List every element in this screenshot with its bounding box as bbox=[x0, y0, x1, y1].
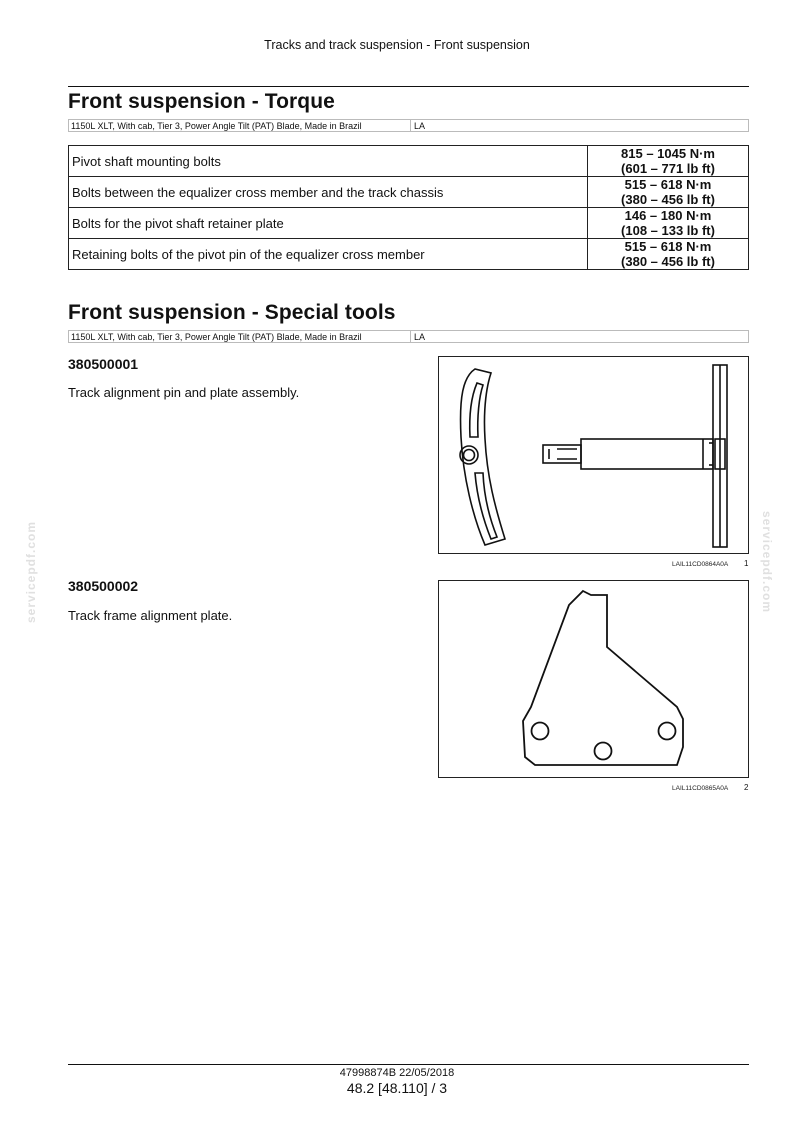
tools-section-title: Front suspension - Special tools bbox=[68, 301, 396, 324]
tool-part-number: 380500002 bbox=[68, 578, 139, 594]
torque-value bbox=[588, 208, 749, 239]
torque-lbft: (380 – 456 lb ft) bbox=[621, 192, 715, 207]
table-row bbox=[69, 146, 749, 177]
watermark-right: servicepdf.com bbox=[760, 510, 775, 614]
torque-value bbox=[588, 146, 749, 177]
torque-value bbox=[588, 177, 749, 208]
figure-number: 2 bbox=[744, 783, 749, 792]
figure-number: 1 bbox=[744, 559, 749, 568]
watermark-left: servicepdf.com bbox=[24, 520, 39, 624]
torque-nm: 146 – 180 N·m bbox=[624, 208, 712, 223]
config-region: LA bbox=[410, 120, 425, 131]
torque-table bbox=[68, 145, 749, 270]
figure-frame-alignment-plate bbox=[438, 580, 749, 778]
alignment-pin-plate-drawing bbox=[439, 357, 748, 553]
torque-lbft: (380 – 456 lb ft) bbox=[621, 254, 715, 269]
torque-item: Pivot shaft mounting bolts bbox=[69, 146, 588, 177]
config-region: LA bbox=[410, 331, 425, 342]
tools-config-bar bbox=[68, 330, 749, 343]
figure-alignment-pin-plate bbox=[438, 356, 749, 554]
table-row bbox=[69, 239, 749, 270]
torque-item: Bolts between the equalizer cross member and the track chassis bbox=[69, 177, 588, 208]
frame-alignment-plate-drawing bbox=[439, 581, 748, 777]
torque-value bbox=[588, 239, 749, 270]
torque-nm: 815 – 1045 N·m bbox=[621, 146, 715, 161]
torque-nm: 515 – 618 N·m bbox=[624, 239, 712, 254]
figure-code: LAIL11CD0864A0A bbox=[672, 561, 729, 568]
table-row bbox=[69, 208, 749, 239]
torque-item: Bolts for the pivot shaft retainer plate bbox=[69, 208, 588, 239]
torque-config-bar bbox=[68, 119, 749, 132]
config-model: 1150L XLT, With cab, Tier 3, Power Angle Tilt (PAT) Blade, Made in Brazil bbox=[71, 332, 362, 342]
footer-doc-ref: 47998874B 22/05/2018 bbox=[339, 1067, 455, 1079]
footer-page-number: 48.2 [48.110] / 3 bbox=[346, 1080, 448, 1096]
tool-description: Track frame alignment plate. bbox=[68, 608, 233, 623]
torque-lbft: (108 – 133 lb ft) bbox=[621, 223, 715, 238]
torque-nm: 515 – 618 N·m bbox=[624, 177, 712, 192]
running-header: Tracks and track suspension - Front suspension bbox=[264, 38, 530, 52]
tool-part-number: 380500001 bbox=[68, 356, 139, 372]
torque-lbft: (601 – 771 lb ft) bbox=[621, 161, 715, 176]
torque-item: Retaining bolts of the pivot pin of the equalizer cross member bbox=[69, 239, 588, 270]
config-model: 1150L XLT, With cab, Tier 3, Power Angle Tilt (PAT) Blade, Made in Brazil bbox=[71, 121, 362, 131]
table-row bbox=[69, 177, 749, 208]
footer-rule bbox=[68, 1064, 749, 1065]
header-rule bbox=[68, 86, 749, 87]
torque-section-title: Front suspension - Torque bbox=[68, 90, 335, 113]
tool-description: Track alignment pin and plate assembly. bbox=[68, 385, 300, 400]
figure-code: LAIL11CD0865A0A bbox=[672, 785, 729, 792]
